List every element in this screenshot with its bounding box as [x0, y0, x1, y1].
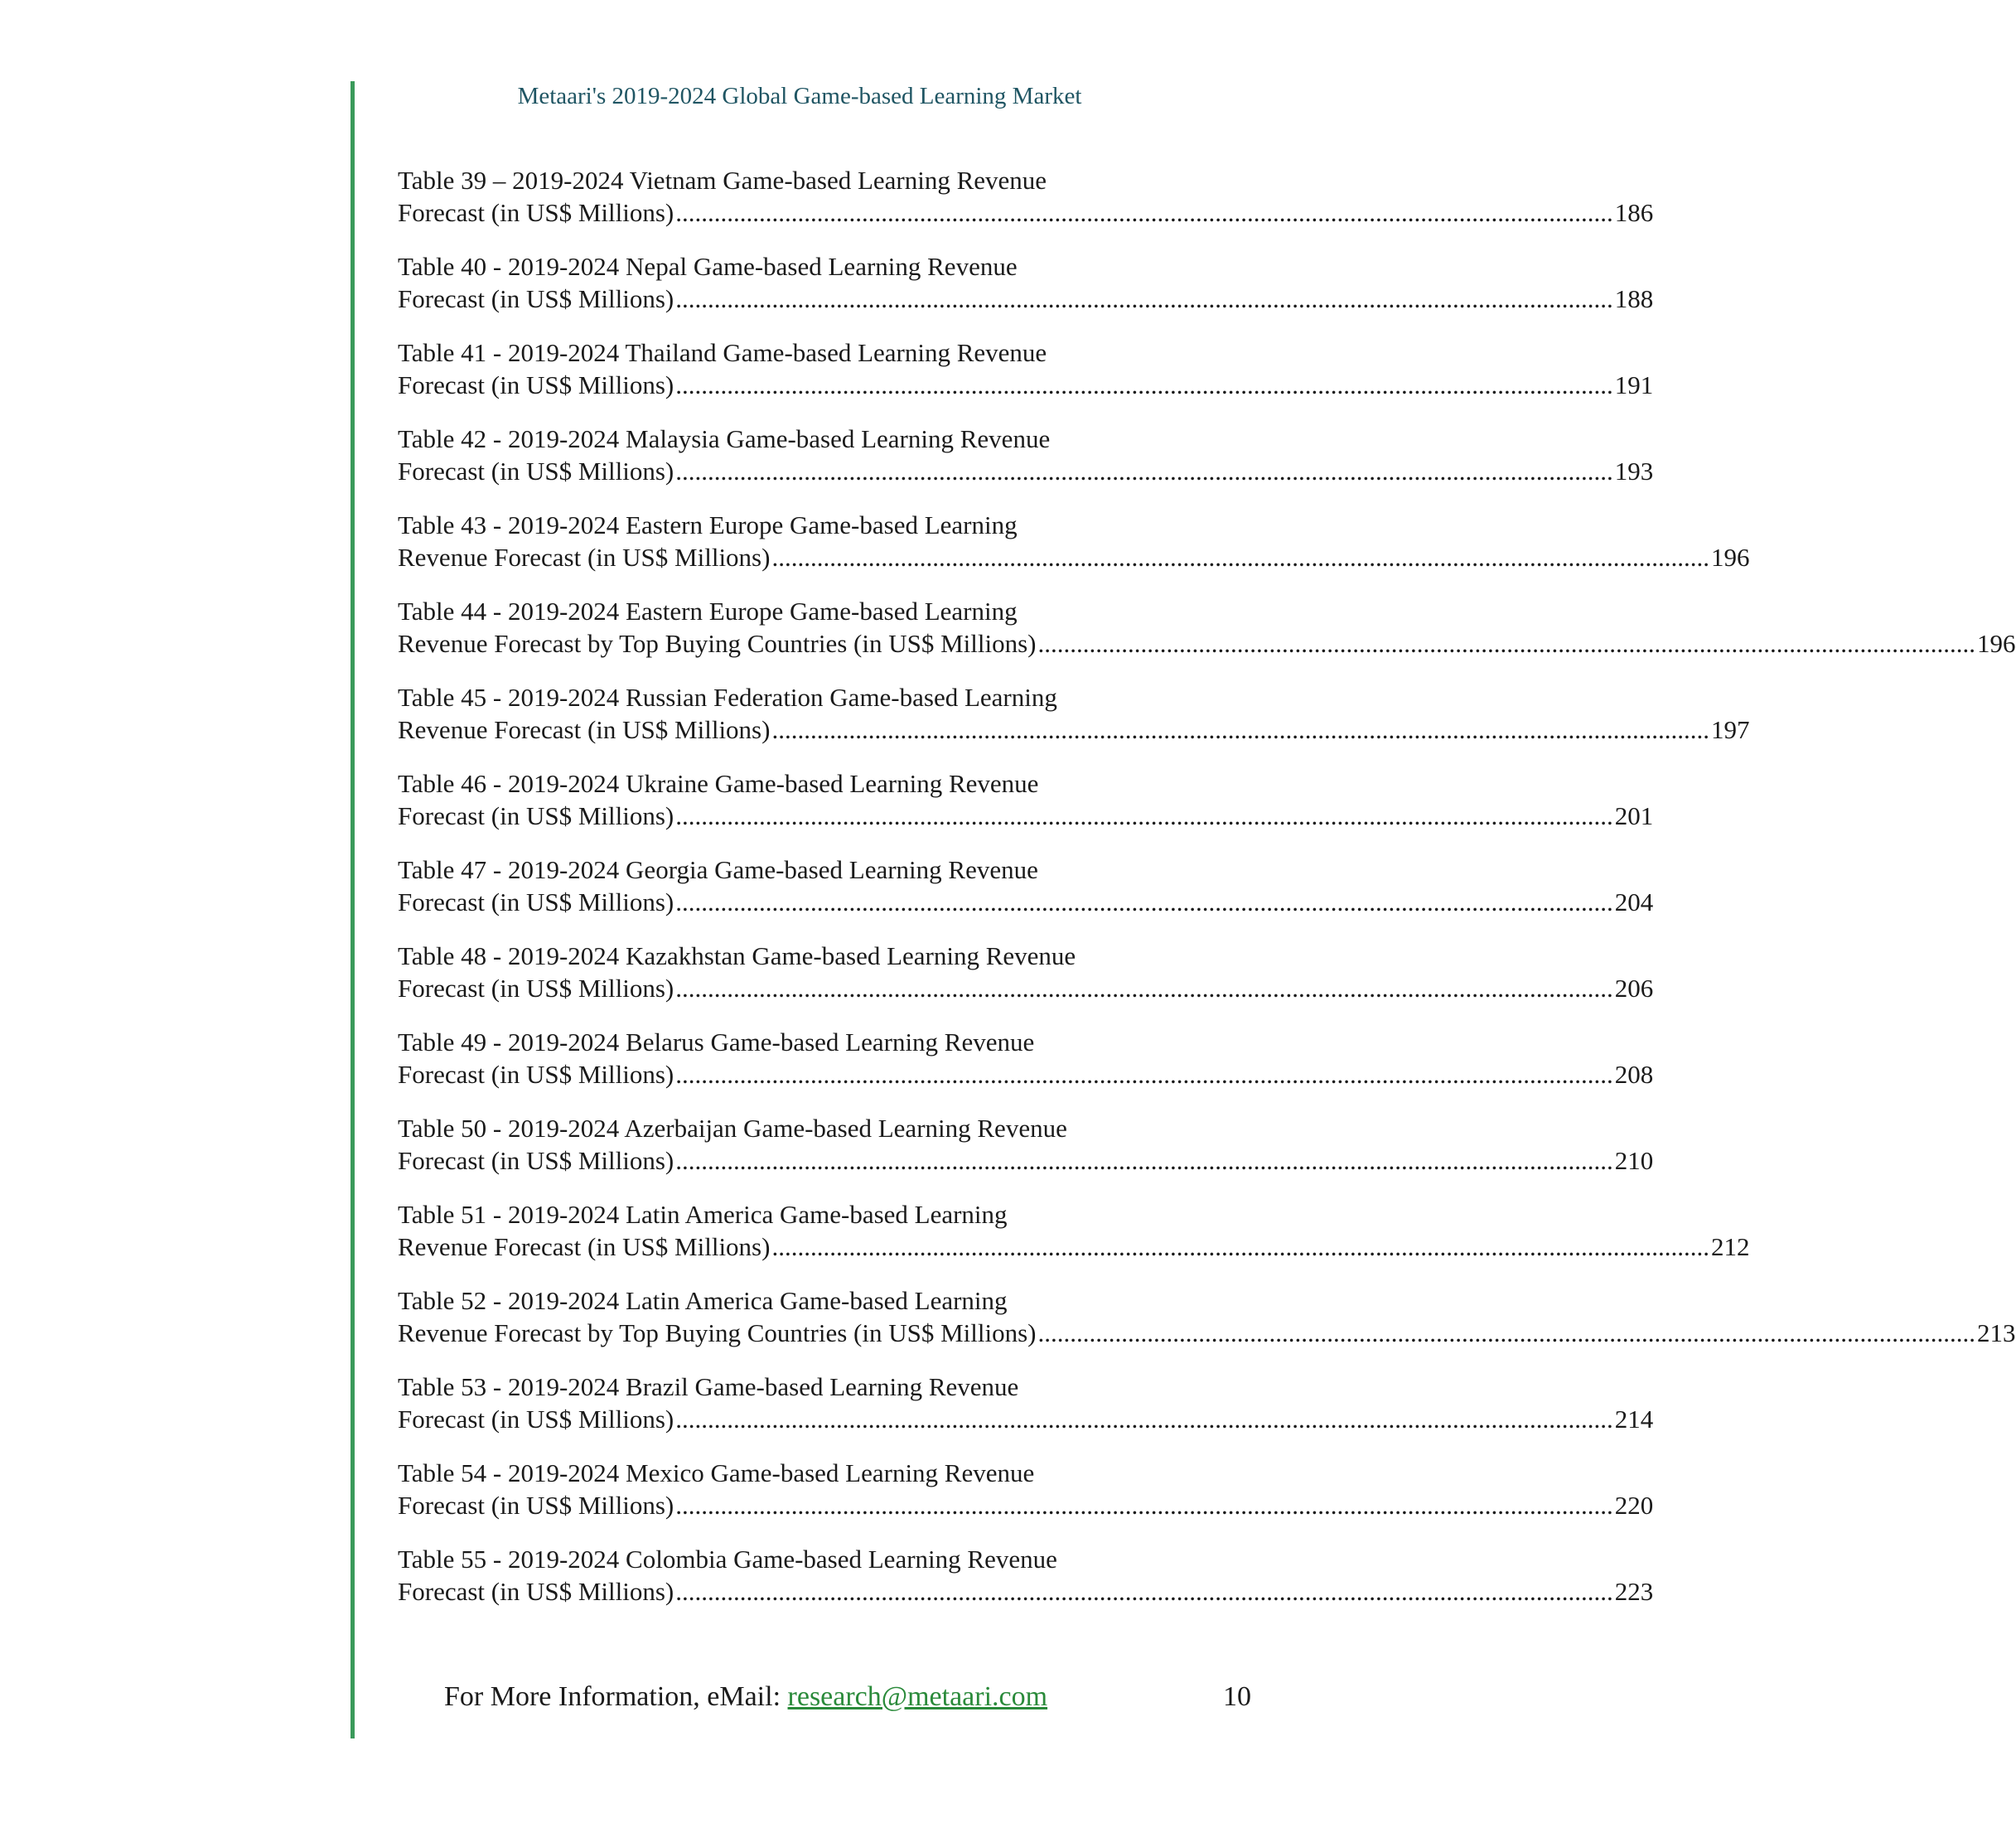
toc-leader-dots: .................................................................................................................................................. [675, 457, 1613, 486]
toc-leader-dots: .................................................................................................................................................. [675, 887, 1613, 916]
toc-entry[interactable] [398, 940, 1654, 1026]
toc-entry-title-cont: Revenue Forecast by Top Buying Countries (in US$ Millions) [398, 1318, 1037, 1347]
toc-entry-title: Table 45 - 2019-2024 Russian Federation Game-based Learning [398, 683, 1057, 712]
page-number: 10 [1223, 1681, 1251, 1712]
toc-entry-title-cont: Forecast (in US$ Millions) [398, 457, 674, 486]
toc-entry-title: Table 41 - 2019-2024 Thailand Game-based Learning Revenue [398, 338, 1047, 367]
toc-entry[interactable] [398, 681, 1750, 767]
toc-entry-title-cont: Forecast (in US$ Millions) [398, 1146, 674, 1175]
toc-entry[interactable] [398, 1112, 1654, 1198]
toc-leader-dots: .................................................................................................................................................. [675, 1060, 1613, 1089]
toc-leader-dots: .................................................................................................................................................. [771, 1232, 1709, 1261]
toc-entry-title-cont: Forecast (in US$ Millions) [398, 370, 674, 399]
toc-page-number: 210 [1614, 1146, 1654, 1175]
toc-entry-title: Table 44 - 2019-2024 Eastern Europe Game-based Learning [398, 597, 1018, 626]
toc-entry-title-cont: Revenue Forecast (in US$ Millions) [398, 715, 771, 744]
toc-leader-dots: .................................................................................................................................................. [1037, 629, 1975, 658]
toc-leader-dots: .................................................................................................................................................. [675, 1491, 1613, 1520]
toc-entry-title-cont: Forecast (in US$ Millions) [398, 974, 674, 1003]
footer-contact [444, 1679, 1047, 1715]
toc-entry[interactable] [398, 1284, 2016, 1371]
toc-entry-title: Table 42 - 2019-2024 Malaysia Game-based Learning Revenue [398, 424, 1051, 453]
toc-page-number: 193 [1614, 457, 1654, 486]
toc-page-number: 191 [1614, 370, 1654, 399]
toc-entry-title-cont: Forecast (in US$ Millions) [398, 1491, 674, 1520]
toc-entry[interactable] [398, 1026, 1654, 1112]
toc-entry-title-cont: Revenue Forecast by Top Buying Countries (in US$ Millions) [398, 629, 1037, 658]
toc-leader-dots: .................................................................................................................................................. [675, 370, 1613, 399]
toc-leader-dots: .................................................................................................................................................. [675, 284, 1613, 313]
footer-prefix: For More Information, eMail: [444, 1681, 788, 1712]
toc-entry[interactable] [398, 250, 1654, 336]
toc-leader-dots: .................................................................................................................................................. [675, 1405, 1613, 1434]
toc-entry[interactable] [398, 595, 2016, 681]
toc-entry-title: Table 39 – 2019-2024 Vietnam Game-based Learning Revenue [398, 166, 1047, 195]
toc-leader-dots: .................................................................................................................................................. [771, 715, 1709, 744]
toc-entry-title: Table 48 - 2019-2024 Kazakhstan Game-based Learning Revenue [398, 941, 1076, 970]
toc-entry-title: Table 40 - 2019-2024 Nepal Game-based Learning Revenue [398, 252, 1018, 281]
toc-entry-title-cont: Forecast (in US$ Millions) [398, 1405, 674, 1434]
toc-entry-title: Table 52 - 2019-2024 Latin America Game-based Learning [398, 1286, 1008, 1315]
toc-page-number: 197 [1710, 715, 1750, 744]
toc-entry-title-cont: Revenue Forecast (in US$ Millions) [398, 543, 771, 572]
toc-entry-title-cont: Forecast (in US$ Millions) [398, 1060, 674, 1089]
toc-entry[interactable] [398, 1371, 1654, 1457]
toc-entry-title: Table 51 - 2019-2024 Latin America Game-based Learning [398, 1200, 1008, 1229]
toc-entry-title: Table 49 - 2019-2024 Belarus Game-based Learning Revenue [398, 1028, 1035, 1057]
toc-page-number: 186 [1614, 198, 1654, 227]
toc-entry-title: Table 55 - 2019-2024 Colombia Game-based Learning Revenue [398, 1545, 1057, 1574]
toc-entry-title: Table 54 - 2019-2024 Mexico Game-based Learning Revenue [398, 1458, 1035, 1487]
toc-leader-dots: .................................................................................................................................................. [771, 543, 1709, 572]
email-link[interactable]: research@metaari.com [787, 1681, 1048, 1712]
toc-page-number: 201 [1614, 801, 1654, 830]
toc-entry[interactable] [398, 1543, 1654, 1629]
toc-entry[interactable] [398, 853, 1654, 940]
toc-entry-title-cont: Forecast (in US$ Millions) [398, 1577, 674, 1606]
toc-leader-dots: .................................................................................................................................................. [675, 974, 1613, 1003]
toc-page-number: 223 [1614, 1577, 1654, 1606]
toc-entry-title: Table 50 - 2019-2024 Azerbaijan Game-based Learning Revenue [398, 1114, 1067, 1143]
toc-entry-title-cont: Forecast (in US$ Millions) [398, 887, 674, 916]
toc-page-number: 214 [1614, 1405, 1654, 1434]
page-header: Metaari's 2019-2024 Global Game-based Learning Market [517, 83, 1082, 109]
toc-entry-title: Table 47 - 2019-2024 Georgia Game-based Learning Revenue [398, 855, 1038, 884]
toc-page-number: 220 [1614, 1491, 1654, 1520]
toc-entry[interactable] [398, 1198, 1750, 1284]
toc-entry-title: Table 43 - 2019-2024 Eastern Europe Game-based Learning [398, 510, 1018, 539]
toc-entry[interactable] [398, 509, 1750, 595]
toc-leader-dots: .................................................................................................................................................. [675, 1577, 1613, 1606]
toc-page-number: 188 [1614, 284, 1654, 313]
toc-entry-title-cont: Forecast (in US$ Millions) [398, 198, 674, 227]
toc-entry[interactable] [398, 336, 1654, 423]
toc-entry[interactable] [398, 1457, 1654, 1543]
toc-entry-title: Table 46 - 2019-2024 Ukraine Game-based Learning Revenue [398, 769, 1039, 798]
toc-entry[interactable] [398, 164, 1654, 250]
toc-leader-dots: .................................................................................................................................................. [675, 801, 1613, 830]
toc-page-number: 208 [1614, 1060, 1654, 1089]
toc-leader-dots: .................................................................................................................................................. [675, 198, 1613, 227]
toc-leader-dots: .................................................................................................................................................. [1037, 1318, 1975, 1347]
toc-page-number: 213 [1977, 1318, 2016, 1347]
toc-page-number: 206 [1614, 974, 1654, 1003]
toc-page-number: 196 [1977, 629, 2016, 658]
toc-entry-title-cont: Forecast (in US$ Millions) [398, 801, 674, 830]
toc-page-number: 212 [1710, 1232, 1750, 1261]
toc-page-number: 196 [1710, 543, 1750, 572]
toc-entry[interactable] [398, 423, 1654, 509]
toc-page-number: 204 [1614, 887, 1654, 916]
toc-entry-title-cont: Forecast (in US$ Millions) [398, 284, 674, 313]
toc-entry-title: Table 53 - 2019-2024 Brazil Game-based Learning Revenue [398, 1372, 1019, 1401]
toc-entry[interactable] [398, 767, 1654, 853]
table-of-contents [398, 164, 2016, 1629]
toc-leader-dots: .................................................................................................................................................. [675, 1146, 1613, 1175]
toc-entry-title-cont: Revenue Forecast (in US$ Millions) [398, 1232, 771, 1261]
left-green-rule [351, 81, 355, 1738]
